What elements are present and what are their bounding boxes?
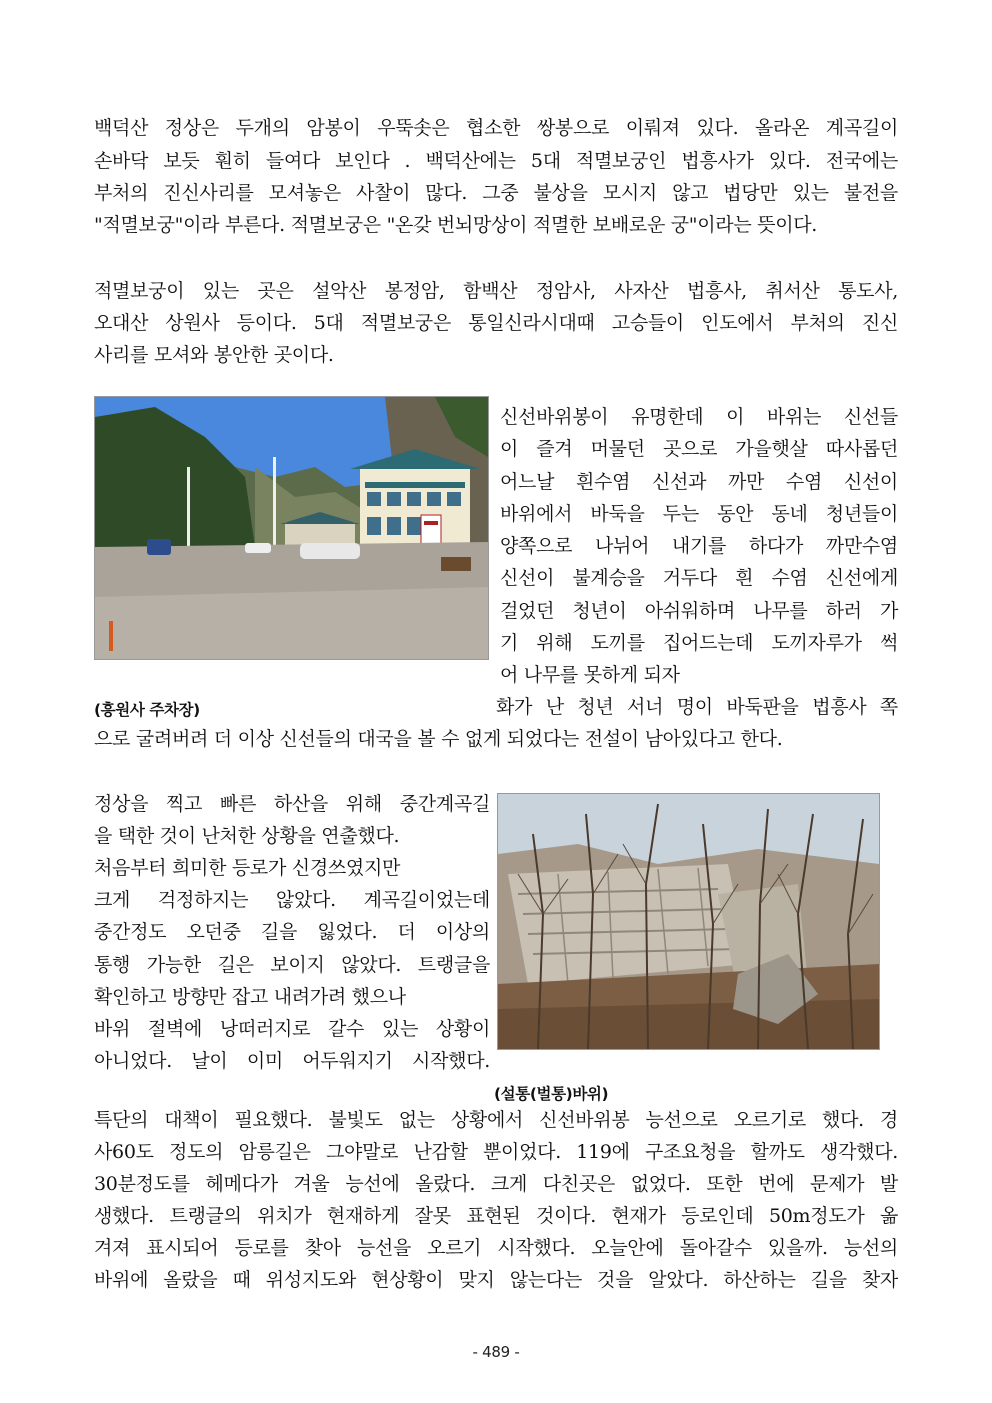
paragraph-4-line: 아니었다. 날이 이미 어두워지기 시작했다. xyxy=(94,1050,490,1072)
photo-caption-rock: (설통(벌통)바위) xyxy=(494,1085,609,1103)
paragraph-3-line: 으로 굴려버려 더 이상 신선들의 대국을 볼 수 없게 되었다는 전설이 남아있다고 한다. xyxy=(94,728,783,750)
paragraph-3-line: 어느날 흰수염 신선과 까만 수염 신선이 xyxy=(500,471,898,493)
parking-lot-photo xyxy=(94,396,489,660)
rock-cliff-illustration xyxy=(498,794,879,1049)
paragraph-3-line: 이 즐겨 머물던 곳으로 가을햇살 따사롭던 xyxy=(500,438,898,460)
paragraph-3-line: 신선이 불계승을 거두다 흰 수염 신선에게 xyxy=(500,567,898,589)
paragraph-2-line: 사리를 모셔와 봉안한 곳이다. xyxy=(94,344,334,366)
page-number: - 489 - xyxy=(472,1343,520,1361)
paragraph-3-line: 바위에서 바둑을 두는 동안 동네 청년들이 xyxy=(500,503,898,525)
paragraph-5-line: 사60도 정도의 암릉길은 그야말로 난감할 뿐이었다. 119에 구조요청을 할까도 생각했다. xyxy=(94,1141,898,1163)
paragraph-3-line: 어 나무를 못하게 되자 xyxy=(500,664,680,686)
paragraph-4-line: 통행 가능한 길은 보이지 않았다. 트랭글을 xyxy=(94,954,490,976)
paragraph-5-line: 특단의 대책이 필요했다. 불빛도 없는 상황에서 신선바위봉 능선으로 오르기로 했다. 경 xyxy=(94,1109,898,1131)
paragraph-3-line: 걸었던 청년이 아쉬워하며 나무를 하러 가 xyxy=(500,600,898,622)
paragraph-4-line: 처음부터 희미한 등로가 신경쓰였지만 xyxy=(94,857,401,879)
paragraph-5-line: 생했다. 트랭글의 위치가 현재하게 잘못 표현된 것이다. 현재가 등로인데 50m정도가 옮 xyxy=(94,1205,898,1227)
paragraph-5-line: 겨져 표시되어 등로를 찾아 능선을 오르기 시작했다. 오늘안에 돌아갈수 있을까. 능선의 xyxy=(94,1237,898,1259)
paragraph-1-line: 손바닥 보듯 훤히 들여다 보인다 . 백덕산에는 5대 적멸보궁인 법흥사가 있다. 전국에는 xyxy=(94,150,898,172)
paragraph-5-line: 30분정도를 헤메다가 겨울 능선에 올랐다. 크게 다친곳은 없었다. 또한 번에 문제가 발 xyxy=(94,1173,898,1195)
paragraph-5-line: 바위에 올랐을 때 위성지도와 현상황이 맞지 않는다는 것을 알았다. 하산하는 길을 찾자 xyxy=(94,1269,898,1291)
paragraph-1-line: 부처의 진신사리를 모셔놓은 사찰이 많다. 그중 불상을 모시지 않고 법당만 있는 불전을 xyxy=(94,182,898,204)
paragraph-3-line: 기 위해 도끼를 집어드는데 도끼자루가 썩 xyxy=(500,632,898,654)
paragraph-4-line: 크게 걱정하지는 않았다. 계곡길이었는데 xyxy=(94,889,490,911)
paragraph-4-line: 바위 절벽에 낭떠러지로 갈수 있는 상황이 xyxy=(94,1018,490,1040)
paragraph-4-line: 을 택한 것이 난처한 상황을 연출했다. xyxy=(94,825,400,847)
paragraph-4-line: 확인하고 방향만 잡고 내려가려 했으나 xyxy=(94,986,406,1008)
paragraph-4-line: 중간정도 오던중 길을 잃었다. 더 이상의 xyxy=(94,921,490,943)
paragraph-2-line: 적멸보궁이 있는 곳은 설악산 봉정암, 함백산 정암사, 사자산 법흥사, 취서산 통도사, xyxy=(94,280,898,302)
paragraph-2-line: 오대산 상원사 등이다. 5대 적멸보궁은 통일신라시대때 고승들이 인도에서 부처의 진신 xyxy=(94,312,898,334)
rock-cliff-photo xyxy=(497,793,880,1050)
paragraph-4-line: 정상을 찍고 빠른 하산을 위해 중간계곡길 xyxy=(94,793,490,815)
paragraph-3-line: 신선바위봉이 유명한데 이 바위는 신선들 xyxy=(500,406,898,428)
paragraph-1-line: 백덕산 정상은 두개의 암봉이 우뚝솟은 협소한 쌍봉으로 이뤄져 있다. 올라온 계곡길이 xyxy=(94,117,898,139)
paragraph-3-line: 화가 난 청년 서너 명이 바둑판을 법흥사 쪽 xyxy=(496,696,898,718)
paragraph-1-line: "적멸보궁"이라 부른다. 적멸보궁은 "온갖 번뇌망상이 적멸한 보배로운 궁"이라는 뜻이다. xyxy=(94,214,818,236)
parking-lot-illustration xyxy=(95,397,488,659)
paragraph-3-line: 양쪽으로 나뉘어 내기를 하다가 까만수염 xyxy=(500,535,898,557)
photo-caption-parking: (흥원사 주차장) xyxy=(94,701,200,719)
